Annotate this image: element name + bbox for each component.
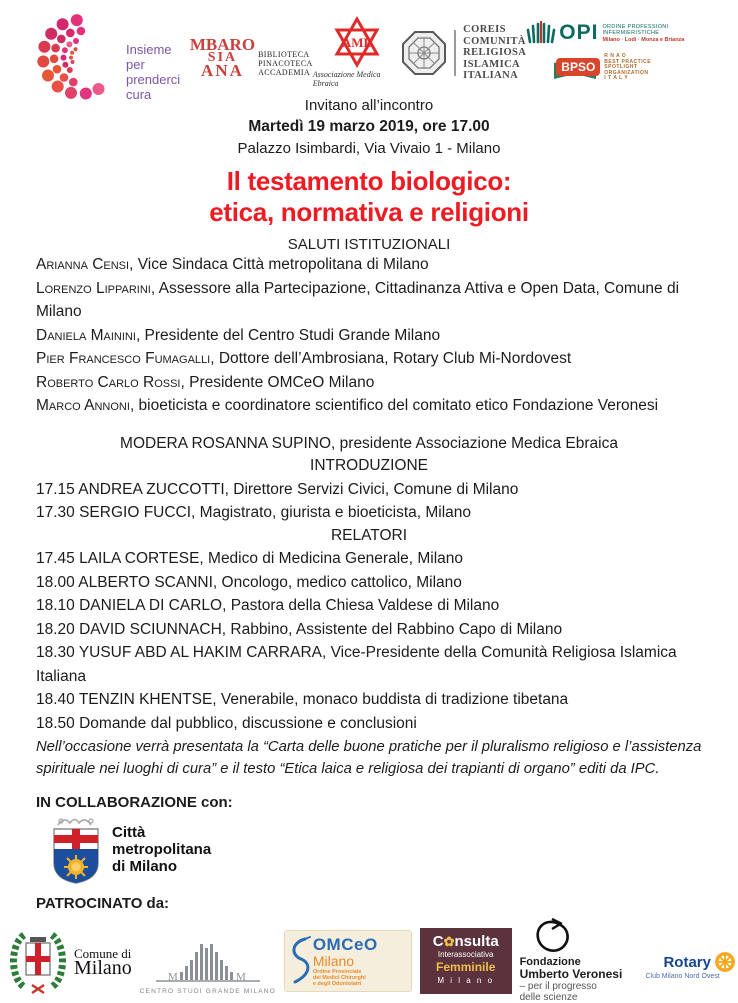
flower-icon: ✿ [443,933,455,949]
centro-studi-grande-milano-logo [140,940,276,995]
patronage-heading: PATROCINATO da: [36,895,170,912]
schedule-item: 18.40 TENZIN KHENTSE, Venerabile, monaco buddista di tradizione tibetana [36,691,569,708]
schedule-item: 17.45 LAILA CORTESE, Medico di Medicina Generale, Milano [36,550,464,567]
schedule-item: 17.30 SERGIO FUCCI, Magistrato, giurista e bioeticista, Milano [36,504,472,521]
saluti-list [0,253,738,418]
omceo-milano-logo [284,930,412,992]
coreis-line1: COREIS [463,24,506,35]
ambrosiana-caption3: ACCADEMIA [258,68,311,77]
citta-line3: di Milano [112,857,177,875]
opi-line2: Milano · Lodi · Monza e Brianza [602,36,685,43]
citta-metropolitana-text [112,824,211,875]
opi-bpso-logos [526,20,712,82]
bpso-badge [552,55,598,81]
rotary-subtitle: Club Milano Nord Ovest [645,973,720,980]
coreis-line4: ISLAMICA [463,58,521,70]
speaker-role: , Presidente del Centro Studi Grande Milano [135,326,441,344]
comune-line2: Milano [74,956,132,979]
consulta-title-post: nsulta [454,932,499,950]
veronesi-line3: – per il progresso [519,981,597,992]
citta-line2: metropolitana [112,840,212,858]
coreis-divider [454,30,456,76]
rotary-title: Rotary [663,953,711,971]
coreis-line3: RELIGIOSA [463,47,527,58]
schedule-item: 17.15 ANDREA ZUCCOTTI, Direttore Servizi Civici, Comune di Milano [36,480,519,498]
consulta-line4: M i l a n o [437,975,495,985]
rotary-wheel-icon [714,951,736,973]
event-venue: Palazzo Isimbardi, Via Vivaio 1 - Milano [237,140,501,157]
saluti-item [36,324,702,348]
saluti-heading: SALUTI ISTITUZIONALI [287,236,451,253]
speaker-role: , Assessore alla Partecipazione, Cittadinanza Attiva e Open Data, Comune di Milano [36,279,680,320]
collaboration-heading: IN COLLABORAZIONE con: [36,794,233,811]
relatori-list [0,547,738,780]
omceo-title: OMCeO [312,934,378,954]
saluti-item [36,371,702,395]
event-title-line2: etica, normativa e religioni [209,197,529,227]
coreis-line5: ITALIANA [463,70,519,81]
comune-milano-text [74,945,132,979]
coreis-logo [401,24,526,82]
biblioteca-ambrosiana-logo [189,35,313,80]
omceo-subtitle: Milano [312,952,355,969]
svg-text:AME: AME [341,35,373,50]
insieme-line1: Insieme [126,42,172,57]
svg-text:M: M [167,971,178,983]
introduzione-list [0,478,738,525]
ambrosiana-caption [258,50,313,77]
omceo-small2: dei Medici Chirurghi [312,974,366,981]
bpso-side3: SPOTLIGHT [604,64,638,70]
saluti-item [36,347,702,371]
speaker-name: Marco Annoni [36,397,130,414]
insieme-logo-text [126,42,190,102]
speaker-name: Arianna Censi [36,256,130,273]
ambrosiana-caption2: PINACOTECA [258,59,313,68]
comune-line1: Comune di [74,945,132,961]
program-note: Nell’occasione verrà presentata la “Carta delle buone pratiche per il pluralismo religioso e l’assistenza spirituale nei luoghi di cura” e il testo “Etica laica e religiosa dei trapianti di organo” editi da IPC. [36,739,702,777]
patronage-logo-row [0,914,738,1003]
dot-spiral-icon [32,13,124,101]
speaker-name: Pier Francesco Fumagalli [36,350,211,367]
relatori-heading: RELATORI [330,526,408,544]
consulta-title [420,934,512,949]
ambrosiana-letters [189,35,256,80]
omceo-small1: Ordine Provinciale [312,968,362,975]
schedule-item: 18.20 DAVID SCIUNNACH, Rabbino, Assistente del Rabbino Capo di Milano [36,620,563,638]
coreis-text [463,24,526,82]
ambrosiana-caption1: BIBLIOTECA [258,50,310,59]
speaker-name: Daniela Mainini [36,326,136,344]
speaker-role: , Vice Sindaca Città metropolitana di Milano [129,256,429,273]
omceo-small3: e degli Odontoiatri [312,980,362,987]
introduzione-heading: INTRODUZIONE [310,457,428,474]
citta-metropolitana-logo [48,813,702,885]
speaker-role: , bioeticista e coordinatore scientifico del comitato etico Fondazione Veronesi [129,397,659,414]
rotary-top [663,951,736,973]
consulta-line2: Interassociativa [437,949,494,959]
event-title-line1: Il testamento biologico: [226,166,512,196]
event-title [0,166,738,228]
fondazione-veronesi-logo [520,918,638,1003]
skyline-bars-icon [154,940,262,986]
consulta-line3: Femminile [436,959,496,974]
opi-line1: ORDINE PROFESSIONI INFERMIERISTICHE [602,23,669,36]
bpso-side2: BEST PRACTICE [604,58,652,65]
consulta-title-pre: C [432,932,444,950]
bpso-side4: ORGANIZATION [604,69,649,76]
schedule-item: 18.00 ALBERTO SCANNI, Oncologo, medico cattolico, Milano [36,573,462,591]
svg-text:M: M [235,971,246,983]
veronesi-line2: Umberto Veronesi [519,967,623,981]
bpso-acronym: BPSO [556,58,600,76]
event-date: Martedì 19 marzo 2019, ore 17.00 [248,118,490,135]
ame-logo [313,16,401,88]
ambrosiana-word2: SIA [207,50,238,65]
collaboration-section [0,794,738,912]
schedule-item: 18.50 Domande dal pubblico, discussione e conclusioni [36,714,417,732]
citta-metropolitana-shield-icon [48,813,104,885]
citta-line1: Città [112,823,146,841]
opi-acronym: OPI [559,21,599,44]
comune-milano-crest-icon [6,929,70,993]
bpso-side1: R N A O [604,53,627,59]
opi-fan-icon [526,20,556,46]
saluti-item [36,253,702,277]
top-logo-row [0,0,738,102]
saluti-item [36,394,702,418]
comune-di-milano-logo [6,929,132,993]
speaker-role: , Presidente OMCeO Milano [180,373,375,391]
opi-logo [526,20,712,46]
invite-line: Invitano all’incontro [304,97,434,114]
omceo-texts [313,935,378,987]
consulta-femminile-logo [420,928,512,994]
ame-caption: Associazione Medica Ebraica [312,70,381,88]
ambrosiana-word1: MBARO [189,35,256,54]
veronesi-line4: delle scienze [519,992,578,1003]
bpso-side5: I T A L Y [604,75,629,81]
speaker-name: Roberto Carlo Rossi [36,373,181,391]
ambrosiana-word3: ANA [201,61,244,80]
schedule-item: 18.10 DANIELA DI CARLO, Pastora della Chiesa Valdese di Milano [36,597,500,614]
insieme-line2: per prenderci [126,57,181,87]
speaker-name: Lorenzo Lipparini [36,279,151,297]
speaker-role: , Dottore dell’Ambrosiana, Rotary Club Mi-Nordovest [210,350,572,367]
rotary-club-logo [645,951,736,980]
serpent-staff-icon [289,936,311,986]
insieme-per-prenderci-cura-logo [32,12,190,102]
islamic-octagon-icon [401,30,447,76]
opi-small-text [602,24,712,43]
saluti-item [36,277,702,324]
coreis-line2: COMUNITÀ [463,35,526,47]
circle-arrow-icon [532,918,572,956]
star-of-david-icon [331,16,383,68]
veronesi-line1: Fondazione [519,956,581,968]
schedule-item: 18.30 YUSUF ABD AL HAKIM CARRARA, Vice-Presidente della Comunità Religiosa Islamica Italiana [36,644,677,685]
modera-line: MODERA ROSANNA SUPINO, presidente Associazione Medica Ebraica [120,434,618,452]
bpso-side-text [604,54,651,82]
bpso-logo [552,54,712,82]
insieme-line3: cura [126,87,152,102]
centro-studi-caption: CENTRO STUDI GRANDE MILANO [139,988,276,995]
